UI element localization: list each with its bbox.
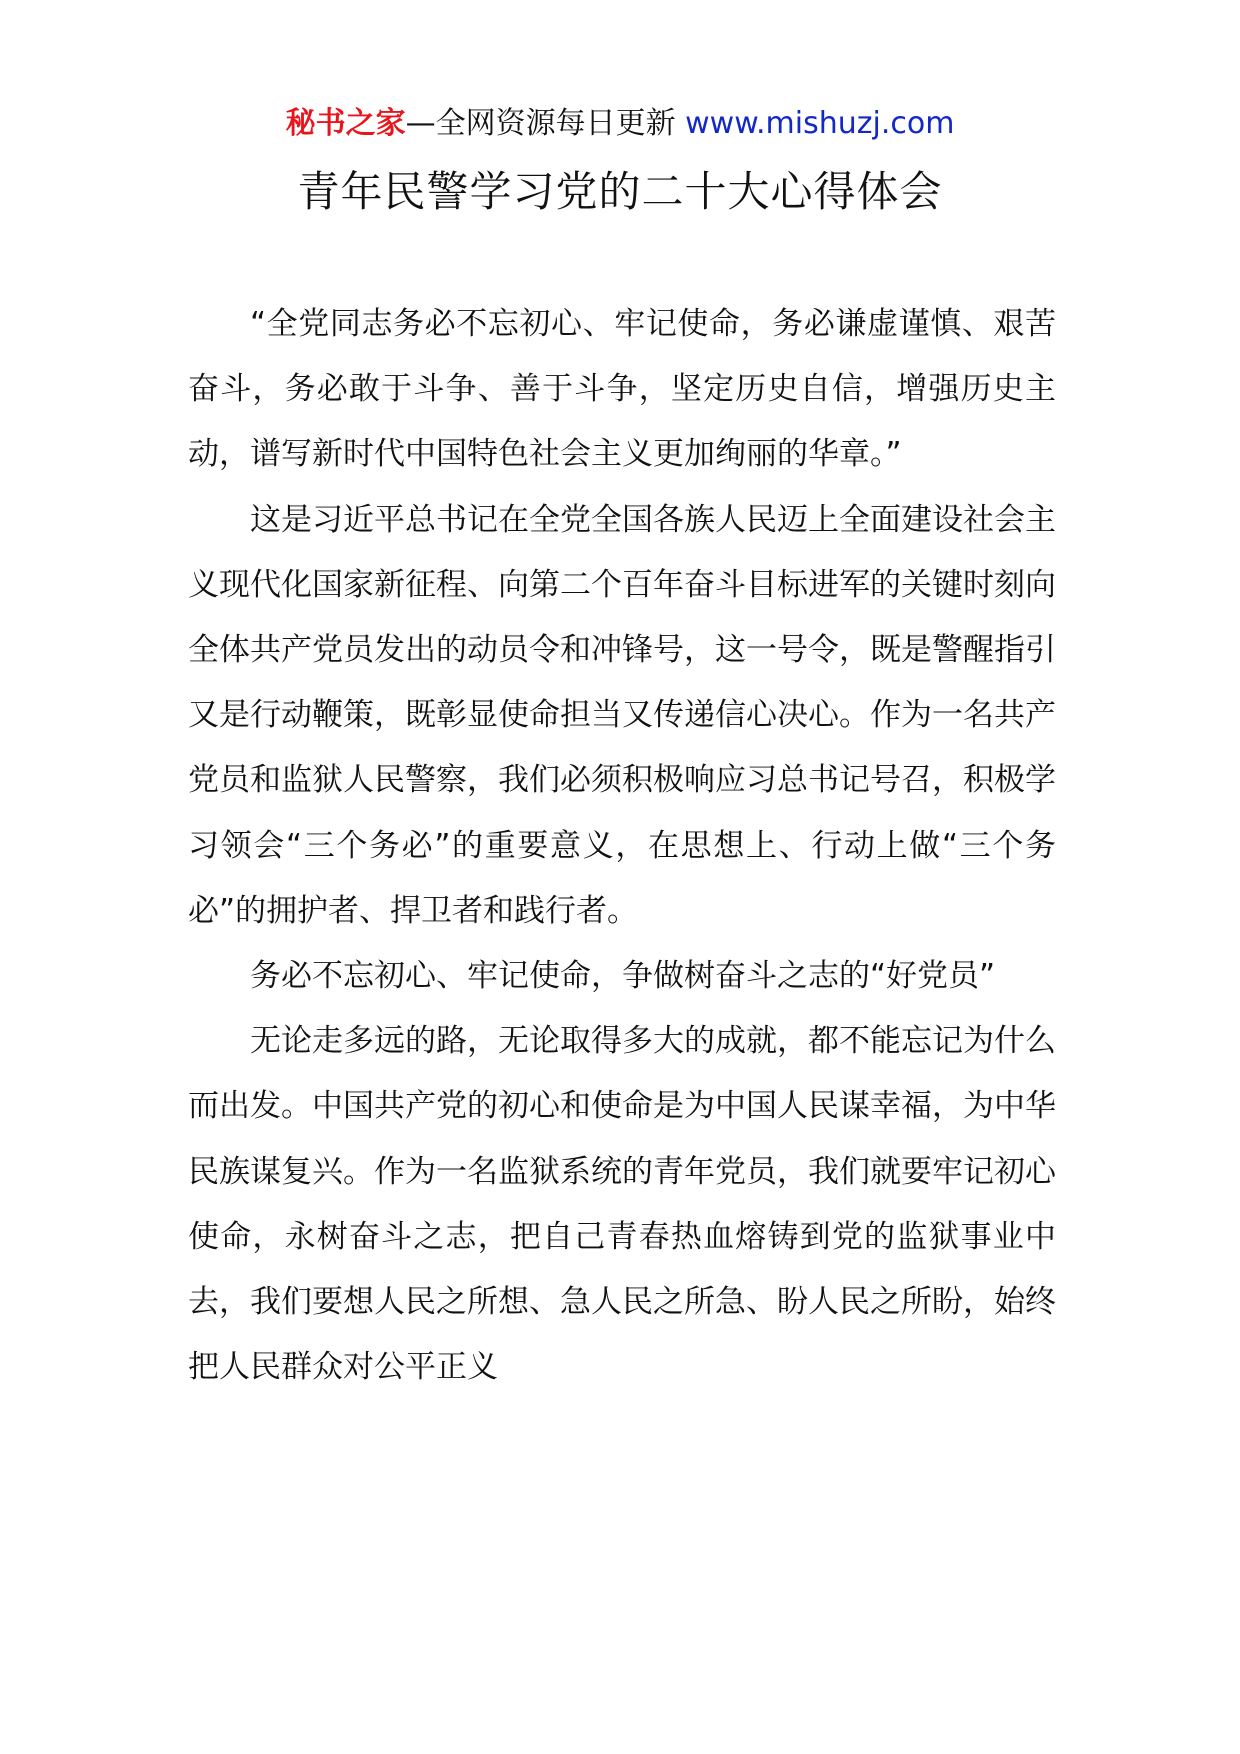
section-heading: 务必不忘初心、牢记使命，争做树奋斗之志的“好党员”	[250, 958, 996, 995]
site-url-link[interactable]: www.mishuzj.com	[685, 106, 955, 141]
site-brand: 秘书之家	[285, 106, 406, 141]
document-body	[188, 292, 1056, 1400]
paragraph-context: 这是习近平总书记在全党全国各族人民迈上全面建设社会主义现代化国家新征程、向第二个百年奋斗目标进军的关键时刻向全体共产党员发出的动员令和冲锋号，这一号令，既是警醒指引又是行动鞭策，既彰显使命担当又传递信心决心。作为一名共产党员和监狱人民警察，我们必须积极响应习总书记号召，积极学习领会“三个务必”的重要意义，在思想上、行动上做“三个务必”的拥护者、捍卫者和践行者。	[188, 501, 1056, 929]
paragraph-section-body: 无论走多远的路，无论取得多大的成就，都不能忘记为什么而出发。中国共产党的初心和使命是为中国人民谋幸福，为中华民族谋复兴。作为一名监狱系统的青年党员，我们就要牢记初心使命，永树奋斗之志，把自己青春热血熔铸到党的监狱事业中去，我们要想人民之所想、急人民之所急、盼人民之所盼，始终把人民群众对公平正义	[188, 1023, 1056, 1386]
document-title: 青年民警学习党的二十大心得体会	[297, 167, 943, 216]
paragraph-quote: “全党同志务必不忘初心、牢记使命，务必谦虚谨慎、艰苦奋斗，务必敢于斗争、善于斗争，坚定历史自信，增强历史主动，谱写新时代中国特色社会主义更加绚丽的华章。”	[188, 306, 1056, 473]
site-header	[0, 102, 1240, 146]
site-tagline: —全网资源每日更新	[405, 106, 686, 141]
